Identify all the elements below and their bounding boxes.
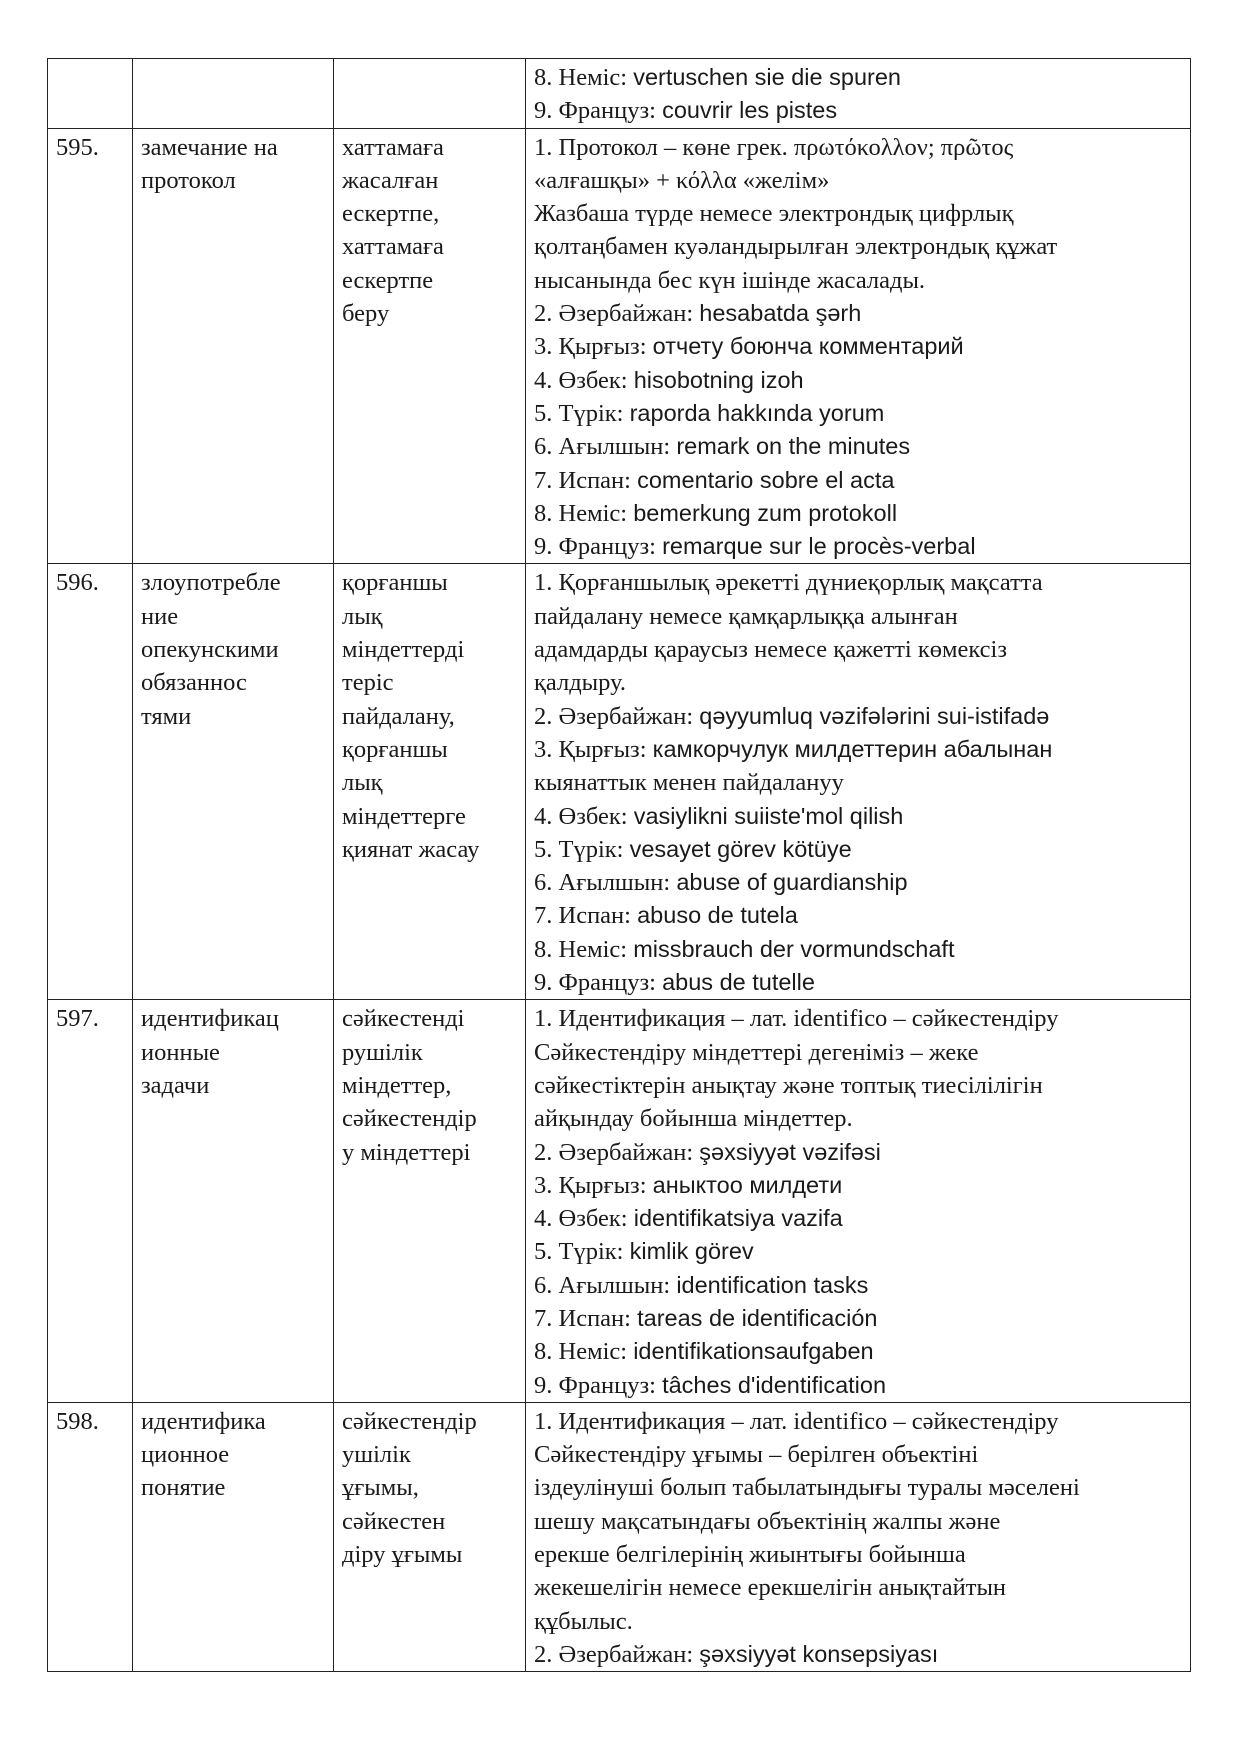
kazakh-term-line: сәйкестендір (342, 1407, 477, 1435)
translation-line (534, 364, 1190, 397)
language-label: 9. Француз: (534, 969, 656, 997)
kazakh-term-line: хаттамаға (342, 133, 444, 161)
definition-cell (526, 564, 1191, 1000)
russian-term-line: идентификац (141, 1005, 279, 1033)
translation-term: tâches d'identification (662, 1371, 887, 1398)
definition-line: шешу мақсатындағы объектінің жалпы және (534, 1507, 1001, 1535)
kazakh-term-line: ушілік (342, 1441, 411, 1469)
kazakh-term-line: ескертпе, (342, 200, 440, 228)
translation-line (534, 1302, 1190, 1335)
russian-term-cell (133, 128, 334, 564)
translation-term: kimlik görev (629, 1238, 754, 1265)
translation-line (534, 297, 1190, 330)
kazakh-term-line: қиянат жасау (342, 835, 480, 863)
kazakh-term-line: ескертпе (342, 266, 434, 294)
translation-term: couvrir les pistes (662, 97, 838, 124)
russian-term-line: ционное (141, 1441, 230, 1469)
translation-term: identification tasks (676, 1271, 869, 1298)
kazakh-term-line: сәйкестенді (342, 1005, 465, 1033)
entry-number (48, 59, 133, 129)
kazakh-term-line: сәйкестен (342, 1507, 446, 1535)
language-label: 9. Француз: (534, 533, 656, 561)
definition-line: «алғашқы» + κόλλα «желім» (534, 166, 830, 194)
translation-line (534, 1169, 1190, 1202)
translation-line (534, 464, 1190, 497)
kazakh-term-line: міндеттер, (342, 1071, 452, 1099)
translation-line (534, 530, 1190, 563)
translation-line (534, 397, 1190, 430)
translation-line (534, 497, 1190, 530)
kazakh-term-line: ұғымы, (342, 1474, 419, 1502)
russian-term-cell (133, 564, 334, 1000)
translation-term: abus de tutelle (662, 969, 815, 996)
translation-line (534, 1269, 1190, 1302)
language-label: 7. Испан: (534, 1304, 631, 1332)
translation-term: qəyyumluq vəzifələrini sui-istifadə (699, 702, 1050, 729)
language-label: 9. Француз: (534, 1371, 656, 1399)
kazakh-term-line: лық (342, 602, 383, 630)
kazakh-term-cell (334, 1000, 526, 1403)
language-label: 7. Испан: (534, 902, 631, 930)
language-label: 6. Ағылшын: (534, 433, 671, 461)
definition-line: жекешелігін немесе ерекшелігін анықтайтын (534, 1574, 1007, 1602)
translation-line (534, 700, 1190, 733)
translation-line (534, 733, 1190, 766)
language-label: 4. Өзбек: (534, 1205, 628, 1233)
kazakh-term-cell (334, 128, 526, 564)
translation-line (534, 966, 1190, 999)
entry-number: 595. (48, 128, 133, 564)
translation-term: отчету боюнча комментарий (652, 333, 964, 360)
translation-term: hisobotning izoh (633, 366, 804, 393)
language-label: 2. Әзербайжан: (534, 1138, 694, 1166)
language-label: 2. Әзербайжан: (534, 1640, 694, 1668)
definition-cell (526, 1402, 1191, 1671)
table-row (48, 1000, 1191, 1403)
kazakh-term-line: рушілік (342, 1038, 423, 1066)
russian-term-line: опекунскими (141, 636, 279, 664)
translation-line (534, 866, 1190, 899)
dictionary-table (47, 58, 1191, 1672)
russian-term-cell (133, 1402, 334, 1671)
translation-term: şəxsiyyət konsepsiyası (699, 1640, 939, 1667)
translation-term: identifikatsiya vazifa (633, 1205, 843, 1232)
translation-term: remarque sur le procès-verbal (662, 533, 976, 560)
translation-line (534, 1235, 1190, 1268)
russian-term-line: замечание на (141, 133, 278, 161)
definition-line: 1. Қорғаншылық әрекетті дүниеқорлық мақсатта (534, 569, 1043, 597)
definition-line: іздеулінуші болып табылатындығы туралы мәселені (534, 1474, 1080, 1502)
russian-term-line: тями (141, 702, 192, 730)
russian-term-cell (133, 1000, 334, 1403)
russian-term-line: злоупотребле (141, 569, 281, 597)
russian-term-line: понятие (141, 1474, 226, 1502)
translation-term: аныктоо милдети (652, 1171, 843, 1198)
definition-line: пайдалану немесе қамқарлыққа алынған (534, 602, 958, 630)
language-label: 3. Қырғыз: (534, 735, 647, 763)
translation-term: камкорчулук милдеттерин абалынан (652, 735, 1053, 762)
definition-line: нысанында бес күн ішінде жасалады. (534, 266, 926, 294)
definition-line: Жазбаша түрде немесе электрондық цифрлық (534, 200, 1014, 228)
russian-term-line: ионные (141, 1038, 220, 1066)
definition-line: қолтаңбамен куәландырылған электрондық құжат (534, 233, 1058, 261)
language-label: 8. Неміс: (534, 935, 628, 963)
translation-term: remark on the minutes (676, 433, 911, 460)
definition-cell (526, 128, 1191, 564)
kazakh-term-line: теріс (342, 669, 394, 697)
table-row (48, 59, 1191, 129)
definition-line: 1. Идентификация – лат. identifico – сәйкестендіру (534, 1407, 1059, 1435)
definition-line: 1. Протокол – көне грек. πρωτόκολλον; πρῶτος (534, 133, 1014, 161)
definition-line: сәйкестіктерін анықтау және топтық тиесілілігін (534, 1071, 1043, 1099)
russian-term-line: идентифика (141, 1407, 266, 1435)
language-label: 4. Өзбек: (534, 366, 628, 394)
kazakh-term-line: жасалған (342, 166, 439, 194)
translation-term: missbrauch der vormundschaft (633, 935, 955, 962)
kazakh-term-line: діру ұғымы (342, 1541, 463, 1569)
translation-term: vasiylikni suiiste'mol qilish (633, 802, 904, 829)
language-label: 2. Әзербайжан: (534, 300, 694, 328)
language-label: 8. Неміс: (534, 1338, 628, 1366)
kazakh-term-line: пайдалану, (342, 702, 455, 730)
translation-term: comentario sobre el acta (637, 466, 895, 493)
translation-term: abuse of guardianship (676, 869, 908, 896)
definition-line: ерекше белгілерінің жиынтығы бойынша (534, 1541, 966, 1569)
kazakh-term-line: міндеттерге (342, 802, 466, 830)
translation-line (534, 430, 1190, 463)
translation-term: tareas de identificación (637, 1304, 878, 1331)
language-label: 2. Әзербайжан: (534, 702, 694, 730)
language-label: 5. Түрік: (534, 835, 624, 863)
language-label: 8. Неміс: (534, 499, 628, 527)
definition-line: 1. Идентификация – лат. identifico – сәйкестендіру (534, 1005, 1059, 1033)
translation-term: raporda hakkında yorum (629, 399, 885, 426)
translation-term: bemerkung zum protokoll (633, 499, 898, 526)
translation-line (534, 1202, 1190, 1235)
language-label: 8. Неміс: (534, 64, 628, 91)
translation-line (534, 330, 1190, 363)
russian-term-cell (133, 59, 334, 129)
kazakh-term-line: у міндеттері (342, 1138, 471, 1166)
language-label: 7. Испан: (534, 466, 631, 494)
kazakh-term-line: сәйкестендір (342, 1105, 477, 1133)
kazakh-term-line: қорғаншы (342, 735, 448, 763)
definition-line: Сәйкестендіру ұғымы – берілген объектіні (534, 1441, 979, 1469)
translation-line (534, 1638, 1190, 1671)
definition-line: қалдыру. (534, 669, 626, 697)
kazakh-term-line: хаттамаға (342, 233, 444, 261)
language-label: 6. Ағылшын: (534, 869, 671, 897)
translation-term: identifikationsaufgaben (633, 1338, 874, 1365)
language-label: 4. Өзбек: (534, 802, 628, 830)
translation-line (534, 61, 1190, 94)
kazakh-term-line: қорғаншы (342, 569, 448, 597)
translation-line (534, 1369, 1190, 1402)
table-row (48, 128, 1191, 564)
definition-cell (526, 59, 1191, 129)
definition-line: құбылыс. (534, 1607, 633, 1635)
language-label: 6. Ағылшын: (534, 1271, 671, 1299)
translation-term: şəxsiyyət vəzifəsi (699, 1138, 881, 1165)
translation-line (534, 94, 1190, 127)
kazakh-term-cell (334, 564, 526, 1000)
translation-term: vesayet görev kötüye (629, 835, 852, 862)
translation-term: abuso de tutela (637, 902, 798, 929)
language-label: 3. Қырғыз: (534, 333, 647, 361)
kazakh-term-cell (334, 59, 526, 129)
translation-term: vertuschen sie die spuren (633, 64, 901, 90)
dictionary-body (48, 59, 1191, 1672)
table-row (48, 1402, 1191, 1671)
translation-line (534, 833, 1190, 866)
definition-cell (526, 1000, 1191, 1403)
kazakh-term-line: беру (342, 300, 390, 328)
translation-line (534, 1335, 1190, 1368)
entry-number: 597. (48, 1000, 133, 1403)
entry-number: 598. (48, 1402, 133, 1671)
table-row (48, 564, 1191, 1000)
kazakh-term-line: лық (342, 769, 383, 797)
kazakh-term-line: міндеттерді (342, 636, 465, 664)
language-label: 3. Қырғыз: (534, 1171, 647, 1199)
translation-line (534, 800, 1190, 833)
translation-line (534, 899, 1190, 932)
language-label: 5. Түрік: (534, 1238, 624, 1266)
russian-term-line: задачи (141, 1071, 210, 1099)
russian-term-line: обязаннос (141, 669, 247, 697)
language-label: 9. Француз: (534, 97, 656, 125)
russian-term-line: протокол (141, 166, 236, 194)
definition-line: кыянаттык менен пайдалануу (534, 769, 844, 797)
russian-term-line: ние (141, 602, 179, 630)
language-label: 5. Түрік: (534, 399, 624, 427)
definition-line: Сәйкестендіру міндеттері дегеніміз – жеке (534, 1038, 979, 1066)
translation-term: hesabatda şərh (699, 300, 862, 327)
entry-number: 596. (48, 564, 133, 1000)
translation-line (534, 933, 1190, 966)
definition-line: айқындау бойынша міндеттер. (534, 1105, 853, 1133)
kazakh-term-cell (334, 1402, 526, 1671)
definition-line: адамдарды қараусыз немесе қажетті көмексіз (534, 636, 1008, 664)
translation-line (534, 1136, 1190, 1169)
